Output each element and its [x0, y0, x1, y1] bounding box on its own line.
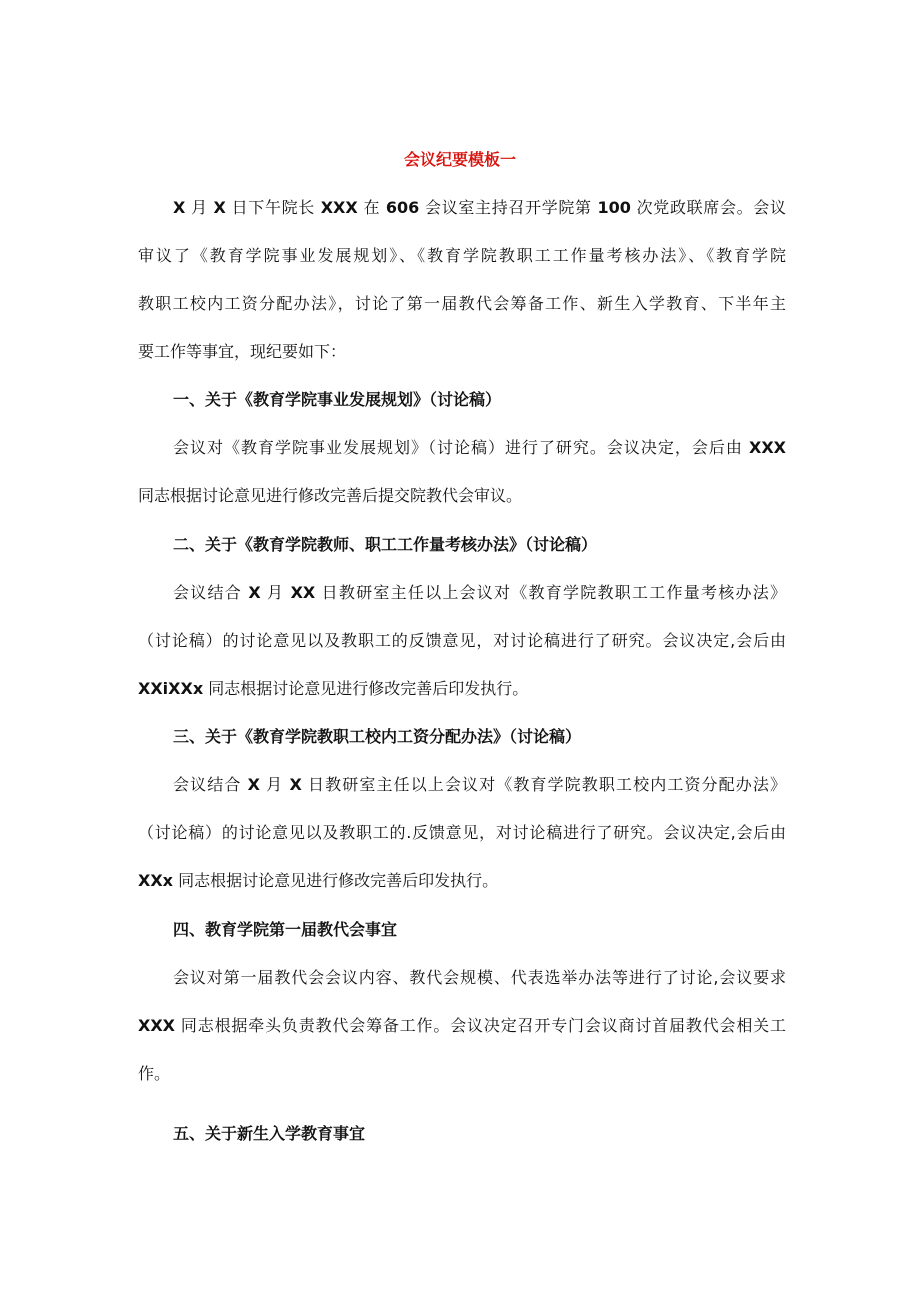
section-1-line-2: 同志根据讨论意见进行修改完善后提交院教代会审议。	[138, 486, 523, 505]
section-1-line-1: 会议对《教育学院事业发展规划》（讨论稿）进行了研究。会议决定，会后由 XXX	[173, 438, 786, 457]
section-3-line-3: XXx 同志根据讨论意见进行修改完善后印发执行。	[138, 871, 499, 890]
intro-line-1: X 月 X 日下午院长 XXX 在 606 会议室主持召开学院第 100 次党政联席会。会议	[173, 198, 786, 217]
section-2-line-2: （讨论稿）的讨论意见以及教职工的反馈意见，对讨论稿进行了研究。会议决定,会后由	[138, 631, 786, 650]
section-1-heading: 一、关于《教育学院事业发展规划》（讨论稿）	[173, 390, 502, 409]
section-2-heading: 二、关于《教育学院教师、职工工作量考核办法》（讨论稿）	[173, 535, 598, 554]
section-2-line-3: XXiXXx 同志根据讨论意见进行修改完善后印发执行。	[138, 679, 529, 698]
section-4-heading: 四、教育学院第一届教代会事宜	[173, 920, 398, 939]
section-2-line-1: 会议结合 X 月 XX 日教研室主任以上会议对《教育学院教职工工作量考核办法》	[173, 583, 786, 602]
section-5-heading: 五、关于新生入学教育事宜	[173, 1124, 366, 1143]
section-4-line-2: XXX 同志根据牵头负责教代会筹备工作。会议决定召开专门会议商讨首届教代会相关工	[138, 1016, 786, 1035]
section-3-line-2: （讨论稿）的讨论意见以及教职工的.反馈意见，对讨论稿进行了研究。会议决定,会后由	[138, 823, 786, 842]
section-3-heading: 三、关于《教育学院教职工校内工资分配办法》（讨论稿）	[173, 727, 582, 746]
section-4-line-3: 作。	[138, 1064, 171, 1083]
section-4-line-1: 会议对第一届教代会会议内容、教代会规模、代表选举办法等进行了讨论,会议要求	[173, 968, 786, 987]
intro-line-4: 要工作等事宜，现纪要如下：	[138, 342, 347, 361]
section-3-line-1: 会议结合 X 月 X 日教研室主任以上会议对《教育学院教职工校内工资分配办法》	[173, 775, 786, 794]
intro-line-2: 审议了《教育学院事业发展规划》、《教育学院教职工工作量考核办法》、《教育学院	[138, 246, 786, 265]
document-title: 会议纪要模板一	[403, 150, 516, 169]
intro-line-3: 教职工校内工资分配办法》，讨论了第一届教代会筹备工作、新生入学教育、下半年主	[138, 294, 786, 313]
